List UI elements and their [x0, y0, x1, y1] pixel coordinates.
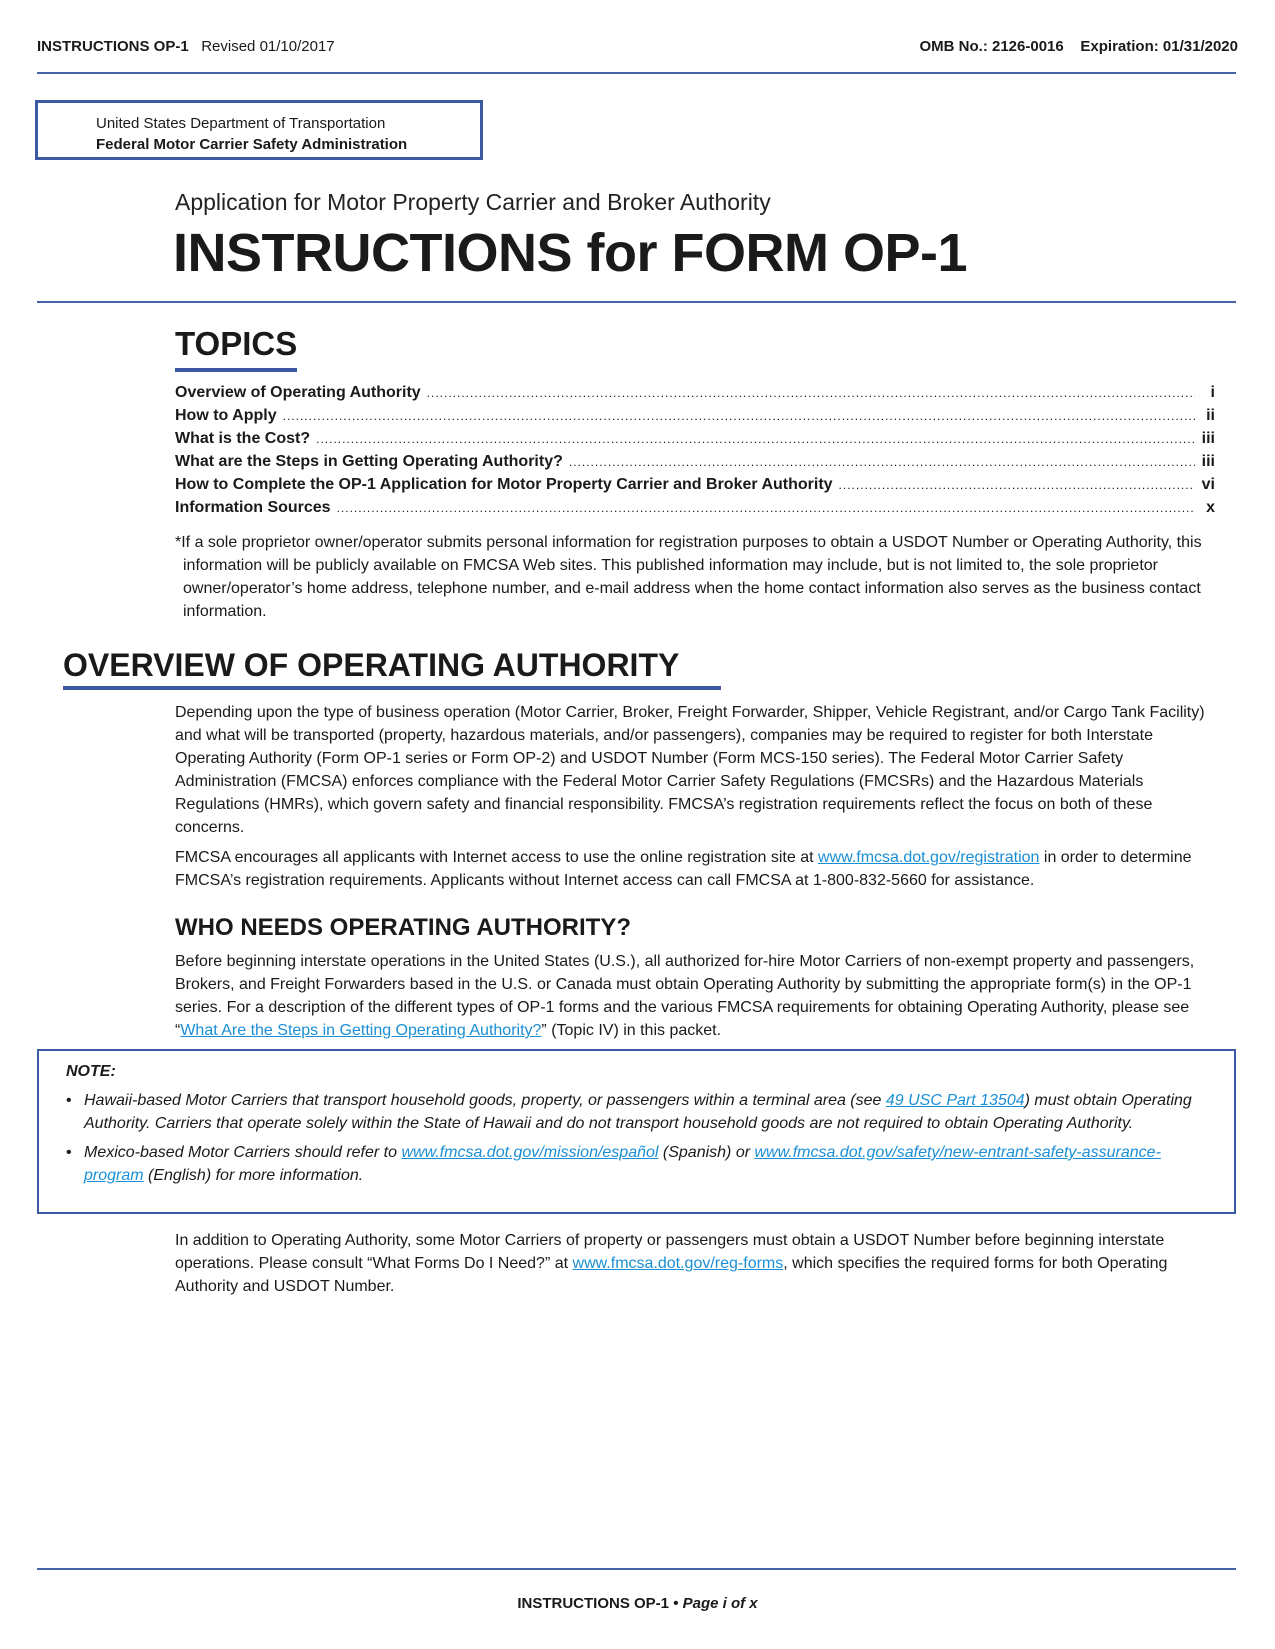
header-revised: Revised 01/10/2017 — [201, 38, 335, 55]
footer-separator: • — [673, 1595, 679, 1612]
privacy-footnote: *If a sole proprietor owner/operator submits personal information for registration purposes to obtain a USDOT Number or Operating Authority, this information will be publicly available on FMCSA Web sites. This published information may include, but is not limited to, the sole proprietor owner/operator’s home address, telephone number, and e-mail address when the home contact information also serves as the business contact information. — [175, 534, 1202, 620]
footer-page-number: Page i of x — [682, 1595, 758, 1612]
header-rule — [37, 72, 1236, 74]
toc-leader — [839, 478, 1195, 492]
text-run: in order to determine FMCSA’s registration requirements. Applicants without Internet access can call FMCSA at 1-800-832-5660 for assistance. — [175, 849, 1192, 889]
toc-label: What are the Steps in Getting Operating Authority? — [175, 453, 563, 470]
table-of-contents — [175, 384, 1215, 522]
topics-underline — [175, 368, 297, 372]
toc-row[interactable] — [175, 430, 1215, 453]
toc-page: i — [1210, 384, 1215, 401]
toc-page: iii — [1201, 430, 1215, 447]
overview-heading: OVERVIEW OF OPERATING AUTHORITY — [63, 647, 680, 683]
toc-label: What is the Cost? — [175, 430, 311, 447]
toc-leader — [337, 501, 1195, 515]
who-needs-paragraph — [175, 950, 1215, 1042]
toc-leader — [427, 386, 1195, 400]
text-run: (Spanish) or — [658, 1144, 755, 1161]
toc-row[interactable] — [175, 499, 1215, 522]
note-item-mexico — [66, 1141, 1201, 1187]
header-right — [920, 38, 1239, 55]
registration-link[interactable]: www.fmcsa.dot.gov/registration — [818, 849, 1040, 866]
title-rule — [37, 301, 1236, 303]
overview-paragraph-1: Depending upon the type of business operation (Motor Carrier, Broker, Freight Forwarder, Shipper, Vehicle Registrant, and/or Cargo Tank Facility) and what will be transported (property, hazardous materials, and/or passengers), companies may be required to register for both Interstate Operating Authority (Form OP-1 series or Form OP-2) and USDOT Number (Form MCS-150 series). The Federal Motor Carrier Safety Administration (FMCSA) enforces compliance with the Federal Motor Carrier Safety Regulations (FMCSRs) and the Hazardous Materials Regulations (HMRs), which govern safety and financial responsibility. FMCSA’s registration requirements reflect the focus on both of these concerns. — [175, 704, 1205, 836]
agency-line-2: Federal Motor Carrier Safety Administration — [96, 136, 408, 153]
overview-underline — [63, 686, 721, 690]
toc-page: ii — [1206, 407, 1215, 424]
note-list — [66, 1089, 1201, 1193]
reg-forms-link[interactable]: www.fmcsa.dot.gov/reg-forms — [572, 1255, 784, 1272]
overview-paragraph-2 — [175, 846, 1215, 892]
spanish-site-link[interactable]: www.fmcsa.dot.gov/mission/español — [401, 1144, 659, 1161]
toc-label: How to Apply — [175, 407, 277, 424]
toc-page: iii — [1201, 453, 1215, 470]
topics-heading: TOPICS — [175, 325, 298, 362]
header-expiration: Expiration: 01/31/2020 — [1080, 38, 1238, 55]
toc-leader — [569, 455, 1195, 469]
text-run: Mexico-based Motor Carriers should refer to — [84, 1144, 402, 1161]
footer-form-id: INSTRUCTIONS OP-1 — [517, 1595, 670, 1612]
new-entrant-program-link[interactable]: www.fmcsa.dot.gov/safety/new-entrant-safety-assurance-program — [84, 1144, 1161, 1184]
header-omb: OMB No.: 2126-0016 — [919, 38, 1064, 55]
toc-row[interactable] — [175, 407, 1215, 430]
page-title: INSTRUCTIONS for FORM OP-1 — [173, 223, 967, 283]
header-left — [37, 38, 335, 55]
toc-page: x — [1206, 499, 1215, 516]
note-box — [37, 1049, 1236, 1214]
note-item-hawaii — [66, 1089, 1201, 1135]
text-run: In addition to Operating Authority, some Motor Carriers of property or passengers must obtain a USDOT Number before beginning interstate operations. Please consult “What Forms Do I Need?” at — [175, 1232, 1165, 1272]
note-heading: NOTE: — [66, 1063, 116, 1080]
toc-leader — [283, 409, 1195, 423]
text-run: ) must obtain Operating Authority. Carriers that operate solely within the State of Hawaii and do not transport household goods are not required to obtain Operating Authority. — [84, 1092, 1192, 1132]
steps-topic-link[interactable]: What Are the Steps in Getting Operating Authority? — [180, 1022, 542, 1039]
text-run: Before beginning interstate operations in the United States (U.S.), all authorized for-hire Motor Carriers of non-exempt property and passengers, Brokers, and Freight Forwarders based in the U.S. or Canada must obtain Operating Authority by submitting the appropriate form(s) in the OP-1 series. For a description of the different types of OP-1 forms and the various FMCSA requirements for obtaining Operating Authority, please see “ — [175, 953, 1195, 1039]
toc-row[interactable] — [175, 476, 1215, 499]
toc-label: How to Complete the OP-1 Application for Motor Property Carrier and Broker Authority — [175, 476, 833, 493]
text-run: Hawaii-based Motor Carriers that transport household goods, property, or passengers within a terminal area (see — [84, 1092, 886, 1109]
usc-13504-link[interactable]: 49 USC Part 13504 — [885, 1092, 1025, 1109]
toc-leader — [316, 432, 1195, 446]
footer-rule — [37, 1568, 1236, 1570]
text-run: , which specifies the required forms for both Operating Authority and USDOT Number. — [175, 1255, 1168, 1295]
agency-line-1: United States Department of Transportation — [96, 115, 386, 132]
agency-box — [35, 100, 483, 160]
toc-page: vi — [1201, 476, 1215, 493]
text-run: FMCSA encourages all applicants with Internet access to use the online registration site at — [175, 849, 819, 866]
toc-label: Overview of Operating Authority — [175, 384, 421, 401]
toc-row[interactable] — [175, 453, 1215, 476]
usdot-paragraph — [175, 1229, 1215, 1298]
toc-row[interactable] — [175, 384, 1215, 407]
text-run: (English) for more information. — [143, 1167, 364, 1184]
page-footer — [0, 1595, 1275, 1612]
toc-label: Information Sources — [175, 499, 331, 516]
header-form-id: INSTRUCTIONS OP-1 — [37, 38, 189, 55]
text-run: ” (Topic IV) in this packet. — [541, 1022, 722, 1039]
who-needs-heading: WHO NEEDS OPERATING AUTHORITY? — [175, 914, 631, 941]
page-subtitle: Application for Motor Property Carrier and Broker Authority — [175, 189, 771, 215]
